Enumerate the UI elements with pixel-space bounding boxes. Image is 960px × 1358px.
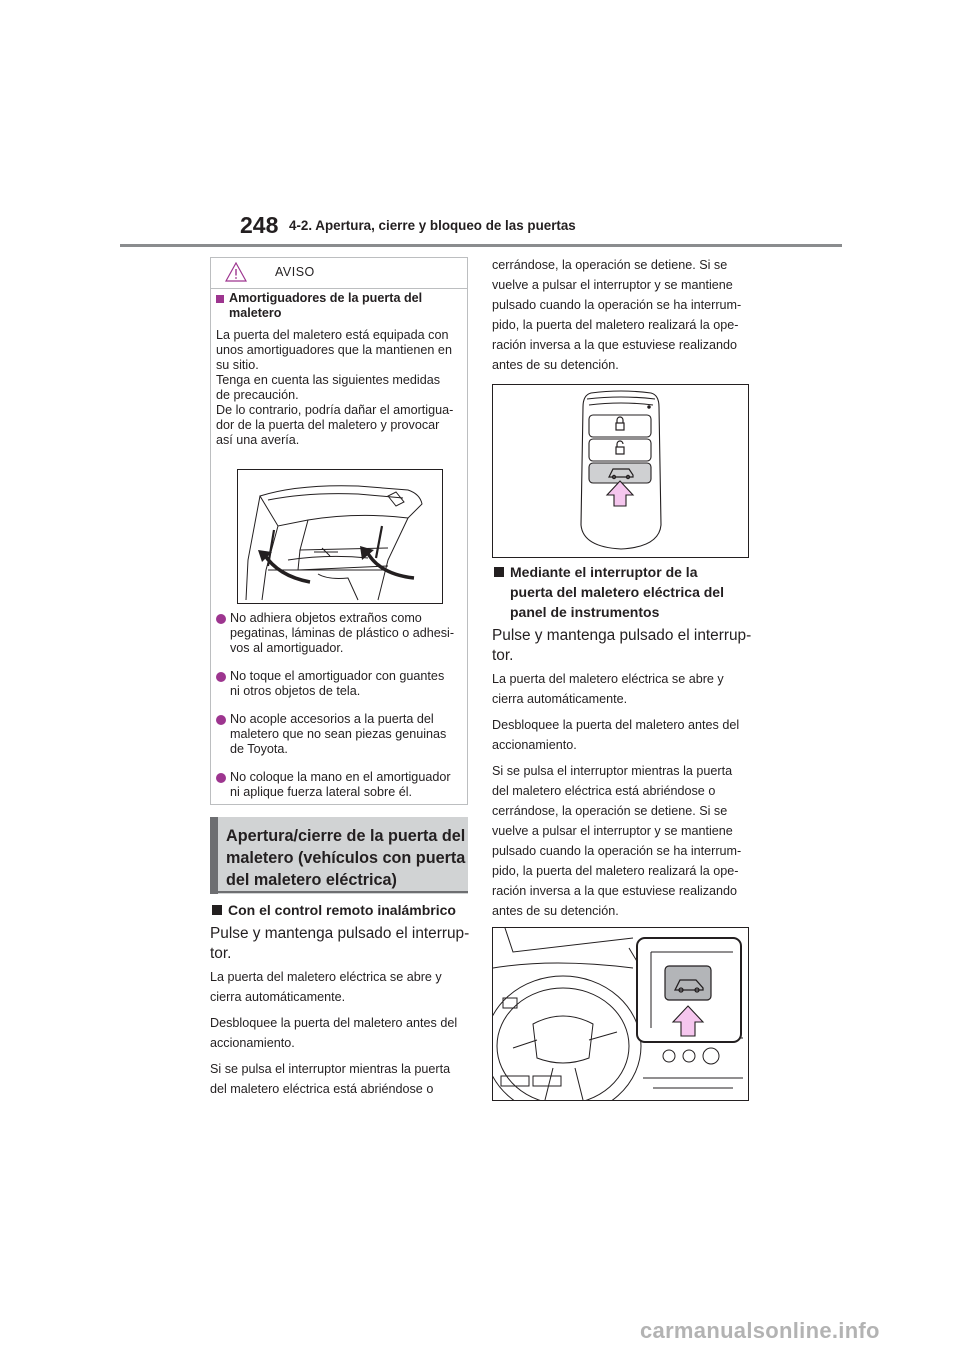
remote-body-line: cierra automáticamente. xyxy=(210,990,346,1004)
key-fob-illustration xyxy=(492,384,749,558)
dashboard-drawing xyxy=(493,928,748,1100)
remote-continued-line: pulsado cuando la operación se ha interrum- xyxy=(492,298,742,312)
remote-body-line: accionamiento. xyxy=(210,1036,295,1050)
caution-paragraph-line: así una avería. xyxy=(216,433,300,447)
panel-body-line: accionamiento. xyxy=(492,738,577,752)
caution-bullet-1-line: pegatinas, láminas de plástico o adhesi- xyxy=(230,626,455,640)
remote-continued-line: cerrándose, la operación se detiene. Si se xyxy=(492,258,728,272)
key-fob-drawing xyxy=(493,385,748,557)
bullet-dot xyxy=(216,614,226,624)
section-heading-rule xyxy=(210,891,468,893)
section-heading-line: Apertura/cierre de la puerta del xyxy=(226,827,466,845)
panel-body-line: pulsado cuando la operación se ha interrum- xyxy=(492,844,742,858)
section-heading-line: del maletero eléctrica) xyxy=(226,871,397,889)
panel-instruction-line: Pulse y mantenga pulsado el interrup- xyxy=(492,627,752,644)
warning-triangle-icon xyxy=(225,262,247,282)
caution-paragraph-line: de precaución. xyxy=(216,388,299,402)
panel-body-line: Si se pulsa el interruptor mientras la puerta xyxy=(492,764,733,778)
caution-paragraph-line: De lo contrario, podría dañar el amortigua- xyxy=(216,403,454,417)
panel-body-line: ración inversa a la que estuviese realizando xyxy=(492,884,738,898)
caution-paragraph-line: unos amortiguadores que la mantienen en xyxy=(216,343,452,357)
remote-body-line: Si se pulsa el interruptor mientras la puerta xyxy=(210,1062,451,1076)
trunk-damper-illustration xyxy=(237,469,443,604)
remote-body-line: del maletero eléctrica está abriéndose o xyxy=(210,1082,434,1096)
remote-instruction-line: Pulse y mantenga pulsado el interrup- xyxy=(210,925,470,942)
caution-bullet-3-line: No acople accesorios a la puerta del xyxy=(230,712,434,726)
panel-instruction-line: tor. xyxy=(492,647,514,664)
caution-heading-line1: Amortiguadores de la puerta del xyxy=(229,291,423,305)
caution-bullet-4-line: ni aplique fuerza lateral sobre él. xyxy=(230,785,413,799)
remote-continued-line: antes de su detención. xyxy=(492,358,619,372)
subheading-marker xyxy=(212,905,222,915)
remote-instruction-line: tor. xyxy=(210,945,232,962)
caution-bullet-1-line: No adhiera objetos extraños como xyxy=(230,611,422,625)
remote-continued-line: vuelve a pulsar el interruptor y se mantiene xyxy=(492,278,733,292)
section-heading-box xyxy=(210,817,468,894)
section-heading-line: maletero (vehículos con puerta xyxy=(226,849,466,867)
section-title: 4-2. Apertura, cierre y bloqueo de las puertas xyxy=(289,218,576,233)
bullet-dot xyxy=(216,773,226,783)
caution-paragraph-line: dor de la puerta del maletero y provocar xyxy=(216,418,440,432)
remote-continued-line: pido, la puerta del maletero realizará la ope- xyxy=(492,318,739,332)
panel-body-line: cierra automáticamente. xyxy=(492,692,628,706)
caution-bullet-2-line: ni otros objetos de tela. xyxy=(230,684,361,698)
panel-body-line: pido, la puerta del maletero realizará la ope- xyxy=(492,864,739,878)
caution-paragraph-line: La puerta del maletero está equipada con xyxy=(216,328,449,342)
page-number: 248 xyxy=(240,212,279,238)
caution-bullet-4-line: No coloque la mano en el amortiguador xyxy=(230,770,451,784)
panel-body-line: vuelve a pulsar el interruptor y se mantiene xyxy=(492,824,733,838)
remote-body-line: La puerta del maletero eléctrica se abre y xyxy=(210,970,442,984)
dashboard-switch-illustration xyxy=(492,927,749,1101)
bullet-dot xyxy=(216,715,226,725)
panel-subheading-line: puerta del maletero eléctrica del xyxy=(510,584,724,600)
panel-subheading-line: Mediante el interruptor de la xyxy=(510,564,698,580)
caution-header xyxy=(211,258,467,289)
section-heading-bar xyxy=(210,817,218,894)
caution-heading-marker xyxy=(216,295,224,303)
caution-heading-line2: maletero xyxy=(229,306,282,320)
watermark: carmanualsonline.info xyxy=(640,1318,880,1343)
panel-body-line: La puerta del maletero eléctrica se abre y xyxy=(492,672,724,686)
header-rule xyxy=(120,244,842,247)
bullet-dot xyxy=(216,672,226,682)
caution-label: AVISO xyxy=(275,265,315,279)
caution-bullet-3-line: maletero que no sean piezas genuinas xyxy=(230,727,447,741)
remote-continued-line: ración inversa a la que estuviese realizando xyxy=(492,338,738,352)
remote-body-line: Desbloquee la puerta del maletero antes del xyxy=(210,1016,458,1030)
trunk-damper-drawing xyxy=(238,470,443,604)
panel-body-line: del maletero eléctrica está abriéndose o xyxy=(492,784,716,798)
caution-box xyxy=(210,257,468,805)
caution-paragraph-line: su sitio. xyxy=(216,358,259,372)
caution-bullet-2-line: No toque el amortiguador con guantes xyxy=(230,669,445,683)
subheading-marker xyxy=(494,567,504,577)
panel-body-line: cerrándose, la operación se detiene. Si se xyxy=(492,804,728,818)
caution-bullet-3-line: de Toyota. xyxy=(230,742,288,756)
section-heading xyxy=(226,825,466,891)
remote-subheading: Con el control remoto inalámbrico xyxy=(228,902,456,918)
panel-body-line: antes de su detención. xyxy=(492,904,619,918)
panel-body-line: Desbloquee la puerta del maletero antes del xyxy=(492,718,740,732)
caution-bullet-1-line: vos al amortiguador. xyxy=(230,641,344,655)
panel-subheading-line: panel de instrumentos xyxy=(510,604,660,620)
caution-paragraph-line: Tenga en cuenta las siguientes medidas xyxy=(216,373,441,387)
